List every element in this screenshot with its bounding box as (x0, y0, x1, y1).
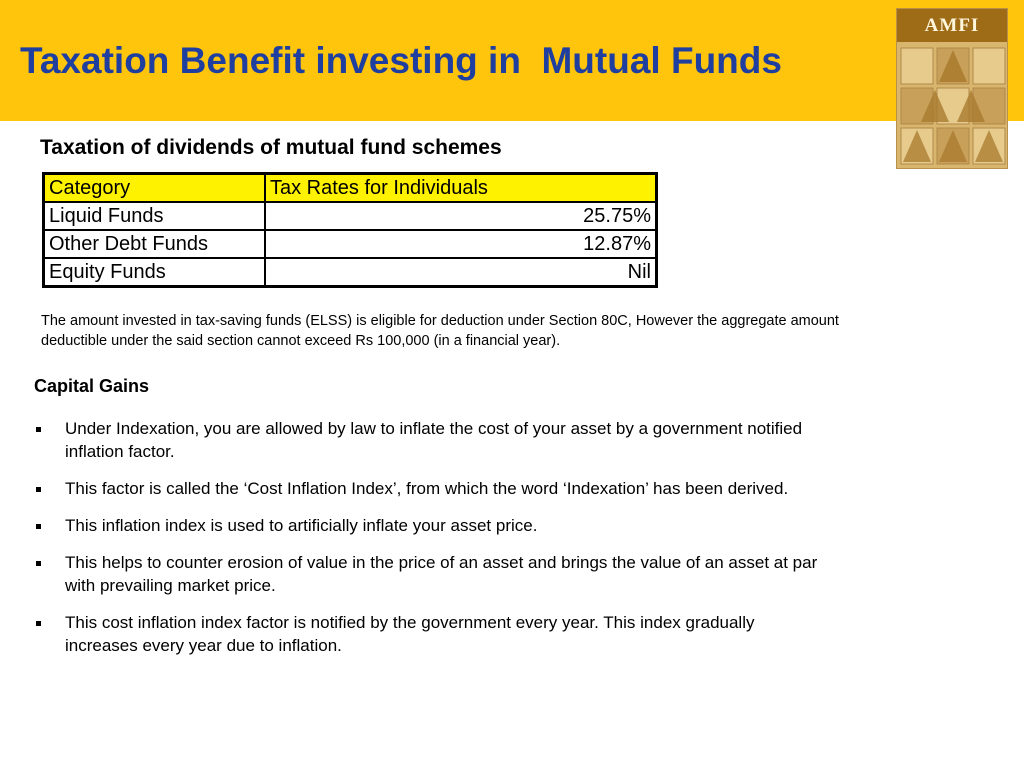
table-row (44, 202, 657, 230)
category-cell: Equity Funds (44, 258, 266, 287)
category-cell: Liquid Funds (44, 202, 266, 230)
table-header-row (44, 174, 657, 203)
bullet-icon (36, 487, 41, 492)
bullet-icon (36, 427, 41, 432)
tax-rates-table (42, 172, 658, 288)
column-header-tax-rate: Tax Rates for Individuals (265, 174, 657, 203)
capital-gains-heading: Capital Gains (34, 376, 150, 396)
column-header-category: Category (44, 174, 266, 203)
tax-rate-cell: 12.87% (265, 230, 657, 258)
logo-text: AMFI (924, 15, 980, 36)
section-heading: Taxation of dividends of mutual fund schemes (40, 136, 502, 159)
table-row (44, 230, 657, 258)
list-item-text: This cost inflation index factor is notified by the government every year. This index gradually increases every year due to inflation. (65, 613, 755, 655)
table-row (44, 258, 657, 287)
pyramid-icon (897, 42, 1008, 169)
list-item-text: This inflation index is used to artificially inflate your asset price. (65, 516, 538, 535)
capital-gains-list (34, 417, 824, 671)
list-item-text: This factor is called the ‘Cost Inflation Index’, from which the word ‘Indexation’ has been derived. (65, 479, 789, 498)
list-item (34, 417, 824, 463)
bullet-icon (36, 621, 41, 626)
list-item-text: This helps to counter erosion of value in the price of an asset and brings the value of an asset at par with prevailing market price. (65, 553, 818, 595)
list-item (34, 551, 824, 597)
tax-rate-cell: 25.75% (265, 202, 657, 230)
page-title: Taxation Benefit investing in Mutual Funds (20, 40, 782, 81)
amfi-logo (896, 8, 1008, 169)
bullet-icon (36, 561, 41, 566)
list-item (34, 611, 824, 657)
list-item (34, 514, 824, 537)
category-cell: Other Debt Funds (44, 230, 266, 258)
list-item-text: Under Indexation, you are allowed by law to inflate the cost of your asset by a government notified inflation factor. (65, 419, 803, 461)
tax-rate-cell: Nil (265, 258, 657, 287)
bullet-icon (36, 524, 41, 529)
list-item (34, 477, 824, 500)
elss-note: The amount invested in tax-saving funds (ELSS) is eligible for deduction under Section 80C, However the aggregate amount deductible under the said section cannot exceed Rs 100,000 (in a financial year). (41, 313, 839, 349)
